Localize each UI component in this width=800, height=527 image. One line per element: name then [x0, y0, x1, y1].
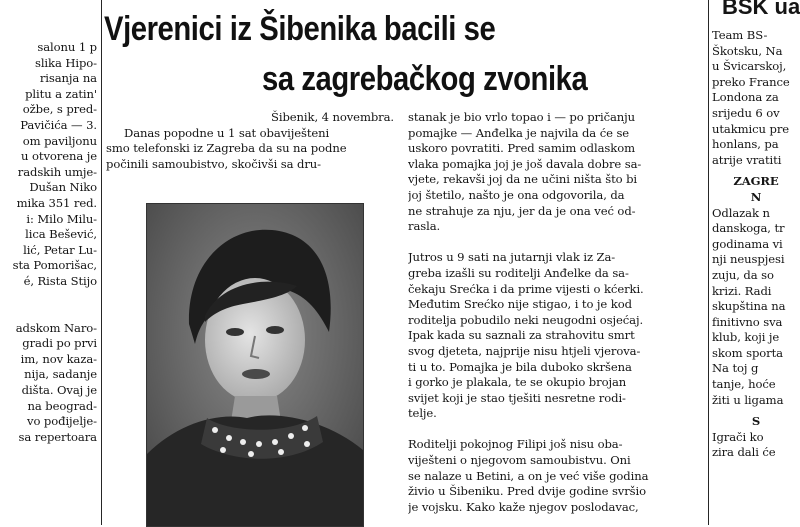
text-line: Na toj g — [712, 361, 759, 376]
text-line: na beograd- — [27, 398, 97, 413]
text-line: lica Bešević, — [25, 227, 97, 242]
text-line: skom sporta — [712, 345, 783, 360]
dateline: Šibenik, 4 novembra. — [271, 110, 394, 124]
text-line: telje. — [408, 406, 437, 421]
text-line: ožbe, s pred- — [22, 102, 97, 117]
text-line: Londona za — [712, 90, 779, 105]
text-line: joj štetilo, našto je ona odgovorila, da — [408, 187, 625, 202]
text-line: Međutim Srećko nije stigao, i to je kod — [408, 297, 632, 312]
text-line: é, Rista Stijo — [23, 273, 97, 288]
text-line: utakmicu pre — [712, 121, 790, 136]
headline-line-1: Vjerenici iz Šibenika bacili se — [104, 10, 496, 48]
text-line: rasla. — [408, 219, 441, 234]
text-line: plitu a zatin' — [25, 86, 97, 101]
text-line — [0, 305, 97, 321]
text-line: Ipak kada su saznali za strahovitu smrt — [408, 328, 635, 343]
text-line: greba izašli su roditelji Anđelke da sa- — [408, 265, 629, 280]
left-column-text — [0, 40, 97, 445]
text-line: godinama vi — [712, 236, 783, 251]
text-line: krizi. Radi — [712, 283, 772, 298]
text-line: vo pođijelje- — [27, 414, 97, 429]
text-line: im, nov kaza- — [20, 351, 97, 366]
text-line: mika 351 red. — [16, 195, 97, 210]
text-line: om paviljonu — [22, 133, 97, 148]
text-line — [408, 422, 704, 438]
text-line: je vojsku. Kako kaže njegov poslodavac, — [408, 499, 639, 514]
article-column-2 — [408, 110, 704, 515]
article-column-1 — [106, 110, 394, 172]
column-rule — [101, 0, 102, 525]
text-line: Danas popodne u 1 sat obaviješteni — [124, 125, 330, 140]
text-line: Škotsku, Na — [712, 43, 783, 58]
text-line: svog djeteta, najprije nisu htjeli vjerova- — [408, 343, 641, 358]
text-line: vlaka pomajka joj je još davala dobre sa- — [408, 156, 642, 171]
text-line: radskih umje- — [17, 164, 97, 179]
text-line: stanak je bio vrlo topao i — po pričanju — [408, 110, 636, 124]
text-line: tanje, hoće — [712, 377, 776, 392]
text-line: žiti u ligama — [712, 392, 784, 407]
text-line: čekaju Srećka i da prime vijesti o kćerki. — [408, 281, 644, 296]
text-line: uskoro povratiti. Pred samim odlaskom — [408, 141, 635, 156]
right-column-text — [712, 0, 800, 461]
sports-heading: BSK ua — [722, 0, 800, 19]
text-line: klub, koji je — [712, 330, 780, 345]
text-line: smo telefonski iz Zagreba da su na podne — [106, 141, 347, 156]
portrait-photo — [146, 203, 364, 527]
text-line: N — [750, 189, 762, 204]
portrait-image — [147, 204, 363, 526]
text-line: roditelja pobudilo neki neugodni osjećaj. — [408, 312, 644, 327]
text-line: adskom Naro- — [15, 320, 97, 335]
text-line: slika Hipo- — [34, 55, 97, 70]
right-subheading-2: S — [751, 414, 761, 429]
text-line: i: Milo Milu- — [26, 211, 97, 226]
text-line: počinili samoubistvo, skočivši sa dru- — [106, 156, 321, 171]
text-line: u otvorena je — [21, 149, 97, 164]
text-line: nija, sadanje — [24, 367, 97, 382]
text-line: pomajke — Anđelka je najvila da će se — [408, 125, 630, 140]
text-line: Team BS- — [712, 28, 768, 42]
text-line: se nalaze u Betini, a on je već više godina — [408, 468, 649, 483]
text-line: zira dali će — [712, 445, 776, 460]
text-line: vjete, rekavši joj da ne učini ništa što bi — [408, 172, 638, 187]
text-line: srijedu 6 ov — [712, 105, 780, 120]
column-rule — [708, 0, 709, 525]
text-line: Dušan Niko — [29, 180, 97, 195]
text-line: lić, Petar Lu- — [23, 242, 97, 257]
text-line: Igrači ko — [712, 429, 764, 444]
text-line: viješteni o njegovom samoubistvu. Oni — [408, 453, 631, 468]
text-line: nji neuspjesi — [712, 252, 785, 267]
text-line: ZAGRE — [733, 174, 779, 189]
text-line: gradi po prvi — [22, 336, 97, 351]
article-column-1-body — [106, 126, 394, 173]
text-line: živio u Šibeniku. Pred dvije godine svršio — [408, 484, 647, 499]
text-line: danskoga, tr — [712, 221, 785, 236]
text-line: skupština na — [712, 299, 786, 314]
text-line — [0, 290, 97, 306]
text-line: Roditelji pokojnog Filipi još nisu oba- — [408, 437, 623, 452]
text-line: preko France — [712, 74, 790, 89]
text-line: ti u to. Pomajka je bila duboko skršena — [408, 359, 632, 374]
text-line: sta Pomorišac, — [12, 258, 97, 273]
text-line: finitivno sva — [712, 314, 783, 329]
text-line: atrije vratiti — [712, 152, 782, 167]
text-line: Odlazak n — [712, 205, 770, 220]
text-line: svijet koji je stao tješiti nesretne rodi- — [408, 390, 626, 405]
text-line: Pavičića — 3. — [20, 117, 97, 132]
text-line: Jutros u 9 sati na jutarnji vlak iz Za- — [408, 250, 616, 265]
text-line: i gorko je plakala, te se okupio brojan — [408, 375, 627, 390]
text-line: risanja na — [39, 71, 97, 86]
text-line: salonu 1 p — [37, 40, 97, 54]
text-line: ne strahuje za nju, jer da je ona već od- — [408, 203, 636, 218]
text-line: dišta. Ovaj je — [21, 383, 97, 398]
text-line: u Švicarskoj, — [712, 59, 787, 74]
text-line: honlans, pa — [712, 137, 779, 152]
headline-line-2: sa zagrebačkog zvonika — [262, 60, 588, 98]
text-line: zuju, da so — [712, 267, 774, 282]
text-line — [408, 235, 704, 251]
text-line: sa repertoara — [18, 429, 97, 444]
